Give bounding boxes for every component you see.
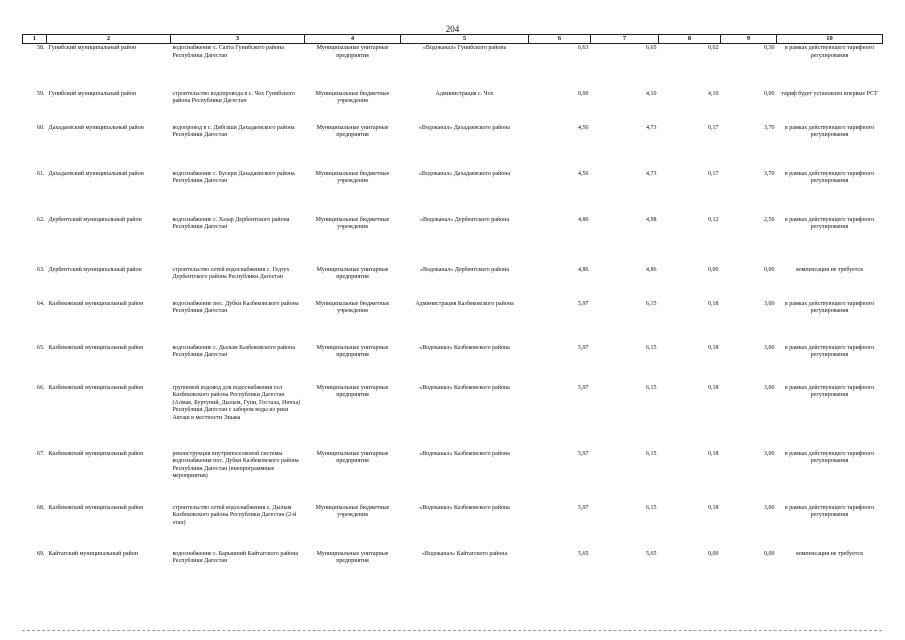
organization-cell: Администрация с. Чох xyxy=(435,90,494,97)
organization-cell: «Водоканал» Казбековского района xyxy=(419,450,510,457)
value-cell: 0,18 xyxy=(708,344,719,351)
table-row xyxy=(23,550,883,580)
org-type-cell: Муниципальные унитарные предприятия xyxy=(316,344,389,358)
value-cell: 0,18 xyxy=(708,504,719,511)
value-cell: 4,56 xyxy=(578,170,589,177)
organization-cell: «Водоканал» Дахадаевского района xyxy=(418,170,511,177)
table-row xyxy=(23,170,883,216)
value-cell: 0,12 xyxy=(708,216,719,223)
organization-cell: Администрация Казбековского района xyxy=(415,300,514,307)
table-row xyxy=(23,300,883,344)
org-type-cell: Муниципальные унитарные предприятия xyxy=(316,124,389,138)
object-cell: водопровод в с. Дибгаши Дахадаевского района Республики Дагестан xyxy=(172,124,295,138)
value-cell: 0,00 xyxy=(764,90,775,97)
column-header: 10 xyxy=(777,35,883,44)
object-cell: групповой водовод для водоснабжения сел Казбековского района Республики Дагестан (Алмак, Буртуний, Дылым, Гуни, Гостала, Инчха) Республики Дагестан с забором воды из реки Акташ в местности Эшака xyxy=(172,384,301,421)
note-cell: в рамках действующего тарифного регулирования xyxy=(784,504,875,518)
org-type-cell: Муниципальные бюджетные учреждения xyxy=(315,90,390,104)
value-cell: 6,15 xyxy=(646,384,657,391)
table-row xyxy=(23,216,883,266)
note-cell: тариф будет установлен впервые РСТ xyxy=(781,90,878,97)
organization-cell: «Водоканал» Гунибского района xyxy=(422,45,507,51)
district-cell: Дербентский муниципальный район xyxy=(48,266,142,273)
org-type-cell: Муниципальные бюджетные учреждения xyxy=(315,300,390,314)
object-cell: водоснабжение с. Бускри Дахадаевского района Республики Дагестан xyxy=(172,170,295,184)
row-number: 69. xyxy=(37,550,45,557)
value-cell: 0,18 xyxy=(708,300,719,307)
header-row xyxy=(23,35,883,44)
note-cell: в рамках действующего тарифного регулирования xyxy=(784,450,875,464)
value-cell: 5,97 xyxy=(578,384,589,391)
district-cell: Гунибский муниципальный район xyxy=(48,90,137,97)
object-cell: строительство сетей водоснабжения с. Дылым Казбековского района Республики Дагестан (2-й этап) xyxy=(172,504,297,526)
organization-cell: «Водоканал» Казбековского района xyxy=(419,384,510,391)
value-cell: 0,00 xyxy=(708,550,719,557)
note-cell: в рамках действующего тарифного регулирования xyxy=(784,384,875,398)
district-cell: Гунибский муниципальный район xyxy=(48,45,137,51)
column-header: 7 xyxy=(591,35,659,44)
value-cell: 5,97 xyxy=(578,450,589,457)
value-cell: 3,00 xyxy=(764,504,775,511)
org-type-cell: Муниципальные унитарные предприятия xyxy=(316,550,389,564)
note-cell: компенсация не требуется xyxy=(796,550,863,557)
column-header: 3 xyxy=(171,35,305,44)
organization-cell: «Водоканал» Казбековского района xyxy=(419,344,510,351)
value-cell: 0,00 xyxy=(578,90,589,97)
value-cell: 3,00 xyxy=(764,344,775,351)
value-cell: 0,30 xyxy=(764,45,775,51)
table-row xyxy=(23,44,883,90)
org-type-cell: Муниципальные унитарные предприятия xyxy=(316,45,389,59)
row-number: 62. xyxy=(37,216,45,223)
value-cell: 5,97 xyxy=(578,300,589,307)
value-cell: 5,97 xyxy=(578,504,589,511)
value-cell: 0,02 xyxy=(708,45,719,51)
value-cell: 4,56 xyxy=(578,124,589,131)
district-cell: Казбековский муниципальный район xyxy=(48,450,144,457)
value-cell: 3,00 xyxy=(764,384,775,391)
district-cell: Дахадаевский муниципальный район xyxy=(48,124,144,131)
value-cell: 4,73 xyxy=(646,124,657,131)
value-cell: 4,73 xyxy=(646,170,657,177)
org-type-cell: Муниципальные бюджетные учреждения xyxy=(315,170,390,184)
note-cell: в рамках действующего тарифного регулирования xyxy=(784,45,875,59)
page-bottom-divider xyxy=(22,630,882,631)
page-number: 204 xyxy=(445,24,460,34)
object-cell: строительство сетей водоснабжения с. Гедзух Дербентского района Республики Дагестан xyxy=(172,266,290,280)
value-cell: 3,00 xyxy=(764,450,775,457)
value-cell: 0,00 xyxy=(708,266,719,273)
value-cell: 0,17 xyxy=(708,170,719,177)
note-cell: в рамках действующего тарифного регулирования xyxy=(784,124,875,138)
value-cell: 6,65 xyxy=(646,45,657,51)
district-cell: Дербентский муниципальный район xyxy=(48,216,142,223)
table-row xyxy=(23,384,883,450)
value-cell: 3,70 xyxy=(764,124,775,131)
district-cell: Казбековский муниципальный район xyxy=(48,344,144,351)
value-cell: 6,15 xyxy=(646,504,657,511)
value-cell: 6,15 xyxy=(646,344,657,351)
value-cell: 4,98 xyxy=(646,216,657,223)
org-type-cell: Муниципальные бюджетные учреждения xyxy=(315,504,390,518)
row-number: 67. xyxy=(37,450,45,457)
value-cell: 3,70 xyxy=(764,170,775,177)
column-header: 5 xyxy=(401,35,529,44)
column-header: 1 xyxy=(23,35,47,44)
row-number: 58. xyxy=(37,45,45,51)
value-cell: 4,86 xyxy=(578,266,589,273)
object-cell: строительство водопровода в с. Чох Гунибского района Республики Дагестан xyxy=(172,90,295,104)
value-cell: 3,00 xyxy=(764,300,775,307)
note-cell: в рамках действующего тарифного регулирования xyxy=(784,216,875,230)
value-cell: 5,65 xyxy=(646,550,657,557)
district-cell: Казбековский муниципальный район xyxy=(48,504,144,511)
value-cell: 0,18 xyxy=(708,450,719,457)
object-cell: водоснабжение с. Дылым Казбековского района Республики Дагестан xyxy=(172,344,296,358)
value-cell: 6,15 xyxy=(646,300,657,307)
object-cell: водоснабжение пос. Дубки Казбековского района Республики Дагестан xyxy=(172,300,299,314)
data-table xyxy=(22,34,883,580)
row-number: 68. xyxy=(37,504,45,511)
value-cell: 0,00 xyxy=(764,550,775,557)
organization-cell: «Водоканал» Кайтагского района xyxy=(421,550,508,557)
organization-cell: «Водоканал» Дахадаевского района xyxy=(418,124,511,131)
district-cell: Казбековский муниципальный район xyxy=(48,300,144,307)
row-number: 64. xyxy=(37,300,45,307)
value-cell: 4,10 xyxy=(708,90,719,97)
value-cell: 5,97 xyxy=(578,344,589,351)
object-cell: реконструкция внутрипоселковой системы водоснабжения пос. Дубки Казбековского района Республики Дагестан (внепрограммные мероприятия) xyxy=(172,450,299,479)
org-type-cell: Муниципальные унитарные предприятия xyxy=(316,266,389,280)
row-number: 61. xyxy=(37,170,45,177)
district-cell: Кайтагский муниципальный район xyxy=(48,550,138,557)
row-number: 63. xyxy=(37,266,45,273)
org-type-cell: Муниципальные бюджетные учреждения xyxy=(315,216,390,230)
table-row xyxy=(23,344,883,384)
object-cell: водоснабжение с. Салта Гунибского района Республики Дагестан xyxy=(172,45,284,59)
row-number: 66. xyxy=(37,384,45,391)
organization-cell: «Водоканал» Дербентского района xyxy=(420,266,509,273)
row-number: 65. xyxy=(37,344,45,351)
note-cell: в рамках действующего тарифного регулирования xyxy=(784,344,875,358)
note-cell: компенсация не требуется xyxy=(796,266,863,273)
value-cell: 5,65 xyxy=(578,550,589,557)
table-row xyxy=(23,504,883,550)
column-header: 8 xyxy=(659,35,721,44)
org-type-cell: Муниципальные унитарные предприятия xyxy=(316,384,389,398)
value-cell: 4,86 xyxy=(578,216,589,223)
table-row xyxy=(23,124,883,170)
district-cell: Казбековский муниципальный район xyxy=(48,384,144,391)
column-header: 9 xyxy=(721,35,777,44)
object-cell: водоснабжение с. Барышний Кайтагского района Республики Дагестан xyxy=(172,550,299,564)
value-cell: 0,17 xyxy=(708,124,719,131)
row-number: 59. xyxy=(37,90,45,97)
value-cell: 4,10 xyxy=(646,90,657,97)
district-cell: Дахадаевский муниципальный район xyxy=(48,170,144,177)
row-number: 60. xyxy=(37,124,45,131)
value-cell: 0,00 xyxy=(764,266,775,273)
column-header: 2 xyxy=(47,35,171,44)
value-cell: 2,50 xyxy=(764,216,775,223)
table-row xyxy=(23,450,883,504)
organization-cell: «Водоканал» Казбековского района xyxy=(419,504,510,511)
organization-cell: «Водоканал» Дербентского района xyxy=(420,216,509,223)
value-cell: 4,86 xyxy=(646,266,657,273)
column-header: 4 xyxy=(305,35,401,44)
org-type-cell: Муниципальные унитарные предприятия xyxy=(316,450,389,464)
note-cell: в рамках действующего тарифного регулирования xyxy=(784,170,875,184)
table-row xyxy=(23,266,883,300)
object-cell: водоснабжение с. Хазар Дербентского района Республики Дагестан xyxy=(172,216,290,230)
value-cell: 6,15 xyxy=(646,450,657,457)
value-cell: 6,63 xyxy=(578,45,589,51)
table-row xyxy=(23,90,883,124)
value-cell: 0,18 xyxy=(708,384,719,391)
column-header: 6 xyxy=(529,35,591,44)
note-cell: в рамках действующего тарифного регулирования xyxy=(784,300,875,314)
